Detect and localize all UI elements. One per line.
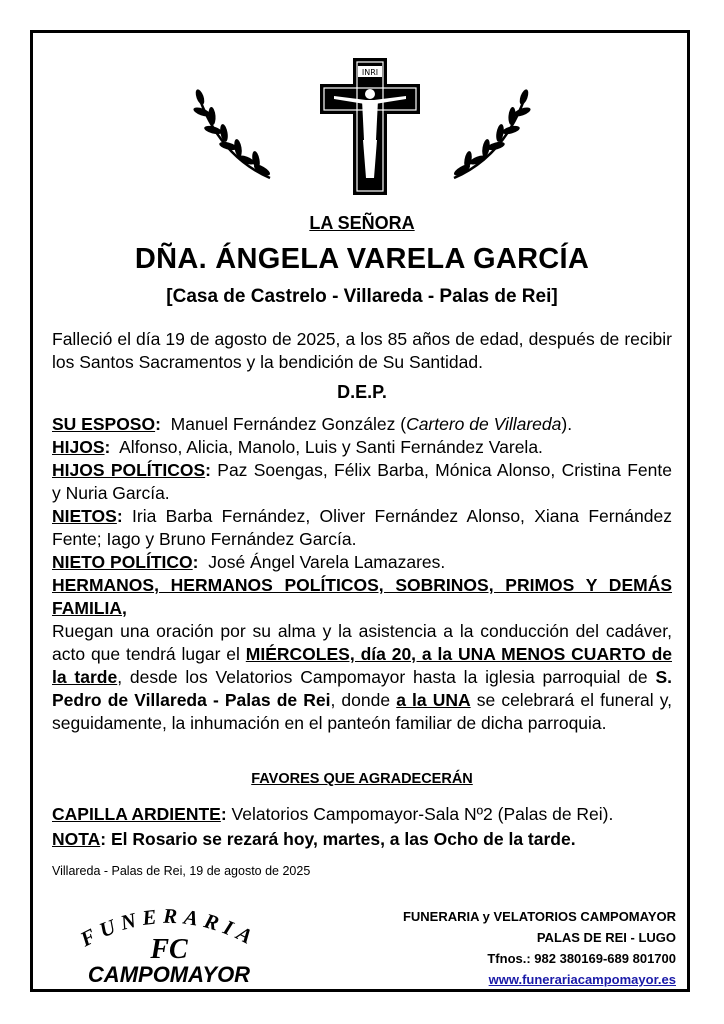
rip-label: D.E.P. bbox=[337, 382, 387, 402]
grandchildren-line: NIETOS: Iria Barba Fernández, Oliver Fernández Alonso, Xiana Fernández Fente; Iago y Bruno Fernández García. bbox=[52, 506, 672, 549]
other-family-line: HERMANOS, HERMANOS POLÍTICOS, SOBRINOS, PRIMOS Y DEMÁS FAMILIA, bbox=[52, 575, 672, 618]
children-names: Alfonso, Alicia, Manolo, Luis y Santi Fernández Varela. bbox=[119, 437, 543, 457]
grandchildren-label: NIETOS bbox=[52, 506, 117, 526]
other-family: HERMANOS, HERMANOS POLÍTICOS, SOBRINOS, PRIMOS Y DEMÁS FAMILIA bbox=[52, 575, 672, 618]
company-phones: Tfnos.: 982 380169-689 801700 bbox=[487, 951, 676, 966]
chapel-label: CAPILLA ARDIENTE bbox=[52, 804, 221, 824]
funeraria-logo bbox=[54, 898, 284, 988]
chapel-place: Velatorios Campomayor-Sala Nº2 (Palas de Rei). bbox=[226, 804, 614, 824]
in-laws-label: HIJOS POLÍTICOS bbox=[52, 460, 206, 480]
cross-emblem bbox=[0, 0, 724, 210]
inri-plaque: INRI bbox=[361, 68, 379, 77]
crucifix-icon bbox=[320, 58, 420, 195]
spouse-line: SU ESPOSO: Manuel Fernández González (Cartero de Villareda). bbox=[52, 414, 573, 434]
logo-arc-text: FUNERARIA bbox=[76, 903, 262, 952]
chapel-info bbox=[52, 802, 672, 852]
family-list bbox=[52, 413, 672, 735]
spouse-note: Cartero de Villareda bbox=[406, 414, 562, 434]
death-announcement: Falleció el día 19 de agosto de 2025, a los 85 años de edad, después de recibir los Santos Sacramentos y la bendición de Su Santidad. bbox=[52, 329, 672, 372]
intro-label: LA SEÑORA bbox=[309, 213, 415, 233]
rosary-note-line: NOTA: El Rosario se rezará hoy, martes, a las Ocho de la tarde. bbox=[52, 829, 576, 849]
children-label: HIJOS bbox=[52, 437, 105, 457]
in-laws-line: HIJOS POLÍTICOS: Paz Soengas, Félix Barba, Mónica Alonso, Cristina Fente y Nuria García. bbox=[52, 460, 672, 503]
children-line: HIJOS: Alfonso, Alicia, Manolo, Luis y Santi Fernández Varela. bbox=[52, 437, 543, 457]
rosary-note: El Rosario se rezará hoy, martes, a las Ocho de la tarde. bbox=[106, 829, 576, 849]
place-date: Villareda - Palas de Rei, 19 de agosto de 2025 bbox=[52, 864, 311, 878]
logo-brand: CAMPOMAYOR bbox=[87, 962, 251, 987]
company-location: PALAS DE REI - LUGO bbox=[536, 930, 676, 945]
residence: [Casa de Castrelo - Villareda - Palas de Rei] bbox=[166, 286, 558, 307]
grandchildren-names: Iria Barba Fernández, Oliver Fernández Alonso, Xiana Fernández Fente; Iago y Bruno Fernández García. bbox=[52, 506, 672, 549]
company-block bbox=[403, 906, 676, 990]
deceased-name: DÑA. ÁNGELA VARELA GARCÍA bbox=[134, 243, 590, 275]
company-name: FUNERARIA y VELATORIOS CAMPOMAYOR bbox=[402, 909, 676, 924]
laurel-left-icon bbox=[192, 88, 271, 178]
note-label: NOTA bbox=[52, 829, 101, 849]
grandson-in-law-name: José Ángel Varela Lamazares. bbox=[208, 552, 446, 572]
in-laws-names: Paz Soengas, Félix Barba, Mónica Alonso, Cristina Fente y Nuria García. bbox=[52, 460, 672, 503]
spouse-name: Manuel Fernández González ( bbox=[170, 414, 407, 434]
grandson-in-law-line: NIETO POLÍTICO: José Ángel Varela Lamazares. bbox=[52, 552, 446, 572]
service-time: a la UNA bbox=[396, 690, 471, 710]
thanks-line: FAVORES QUE AGRADECERÁN bbox=[251, 771, 473, 787]
spouse-label: SU ESPOSO bbox=[52, 414, 156, 434]
company-website-link[interactable]: www.funerariacampomayor.es bbox=[488, 972, 676, 987]
logo-monogram: FC bbox=[150, 934, 188, 965]
grandson-in-law-label: NIETO POLÍTICO bbox=[52, 552, 193, 572]
chapel-line: CAPILLA ARDIENTE: Velatorios Campomayor-Sala Nº2 (Palas de Rei). bbox=[52, 804, 614, 824]
funeral-request: Ruegan una oración por su alma y la asistencia a la conducción del cadáver, acto que tendrá lugar el MIÉRCOLES, día 20, a la UNA MENOS CUARTO de la tarde, desde los Velatorios Campomayor hasta la iglesia parroquial de S. Pedro de Villareda - Palas de Rei, donde a la UNA se celebrará el funeral y, seguidamente, la inhumación en el panteón familiar de dicha parroquia. bbox=[52, 621, 673, 733]
laurel-right-icon bbox=[452, 88, 531, 178]
church-name: S. Pedro de Villareda - Palas de Rei bbox=[52, 667, 672, 710]
funeral-time: MIÉRCOLES, día 20, a la UNA MENOS CUARTO de la tarde bbox=[52, 644, 672, 687]
